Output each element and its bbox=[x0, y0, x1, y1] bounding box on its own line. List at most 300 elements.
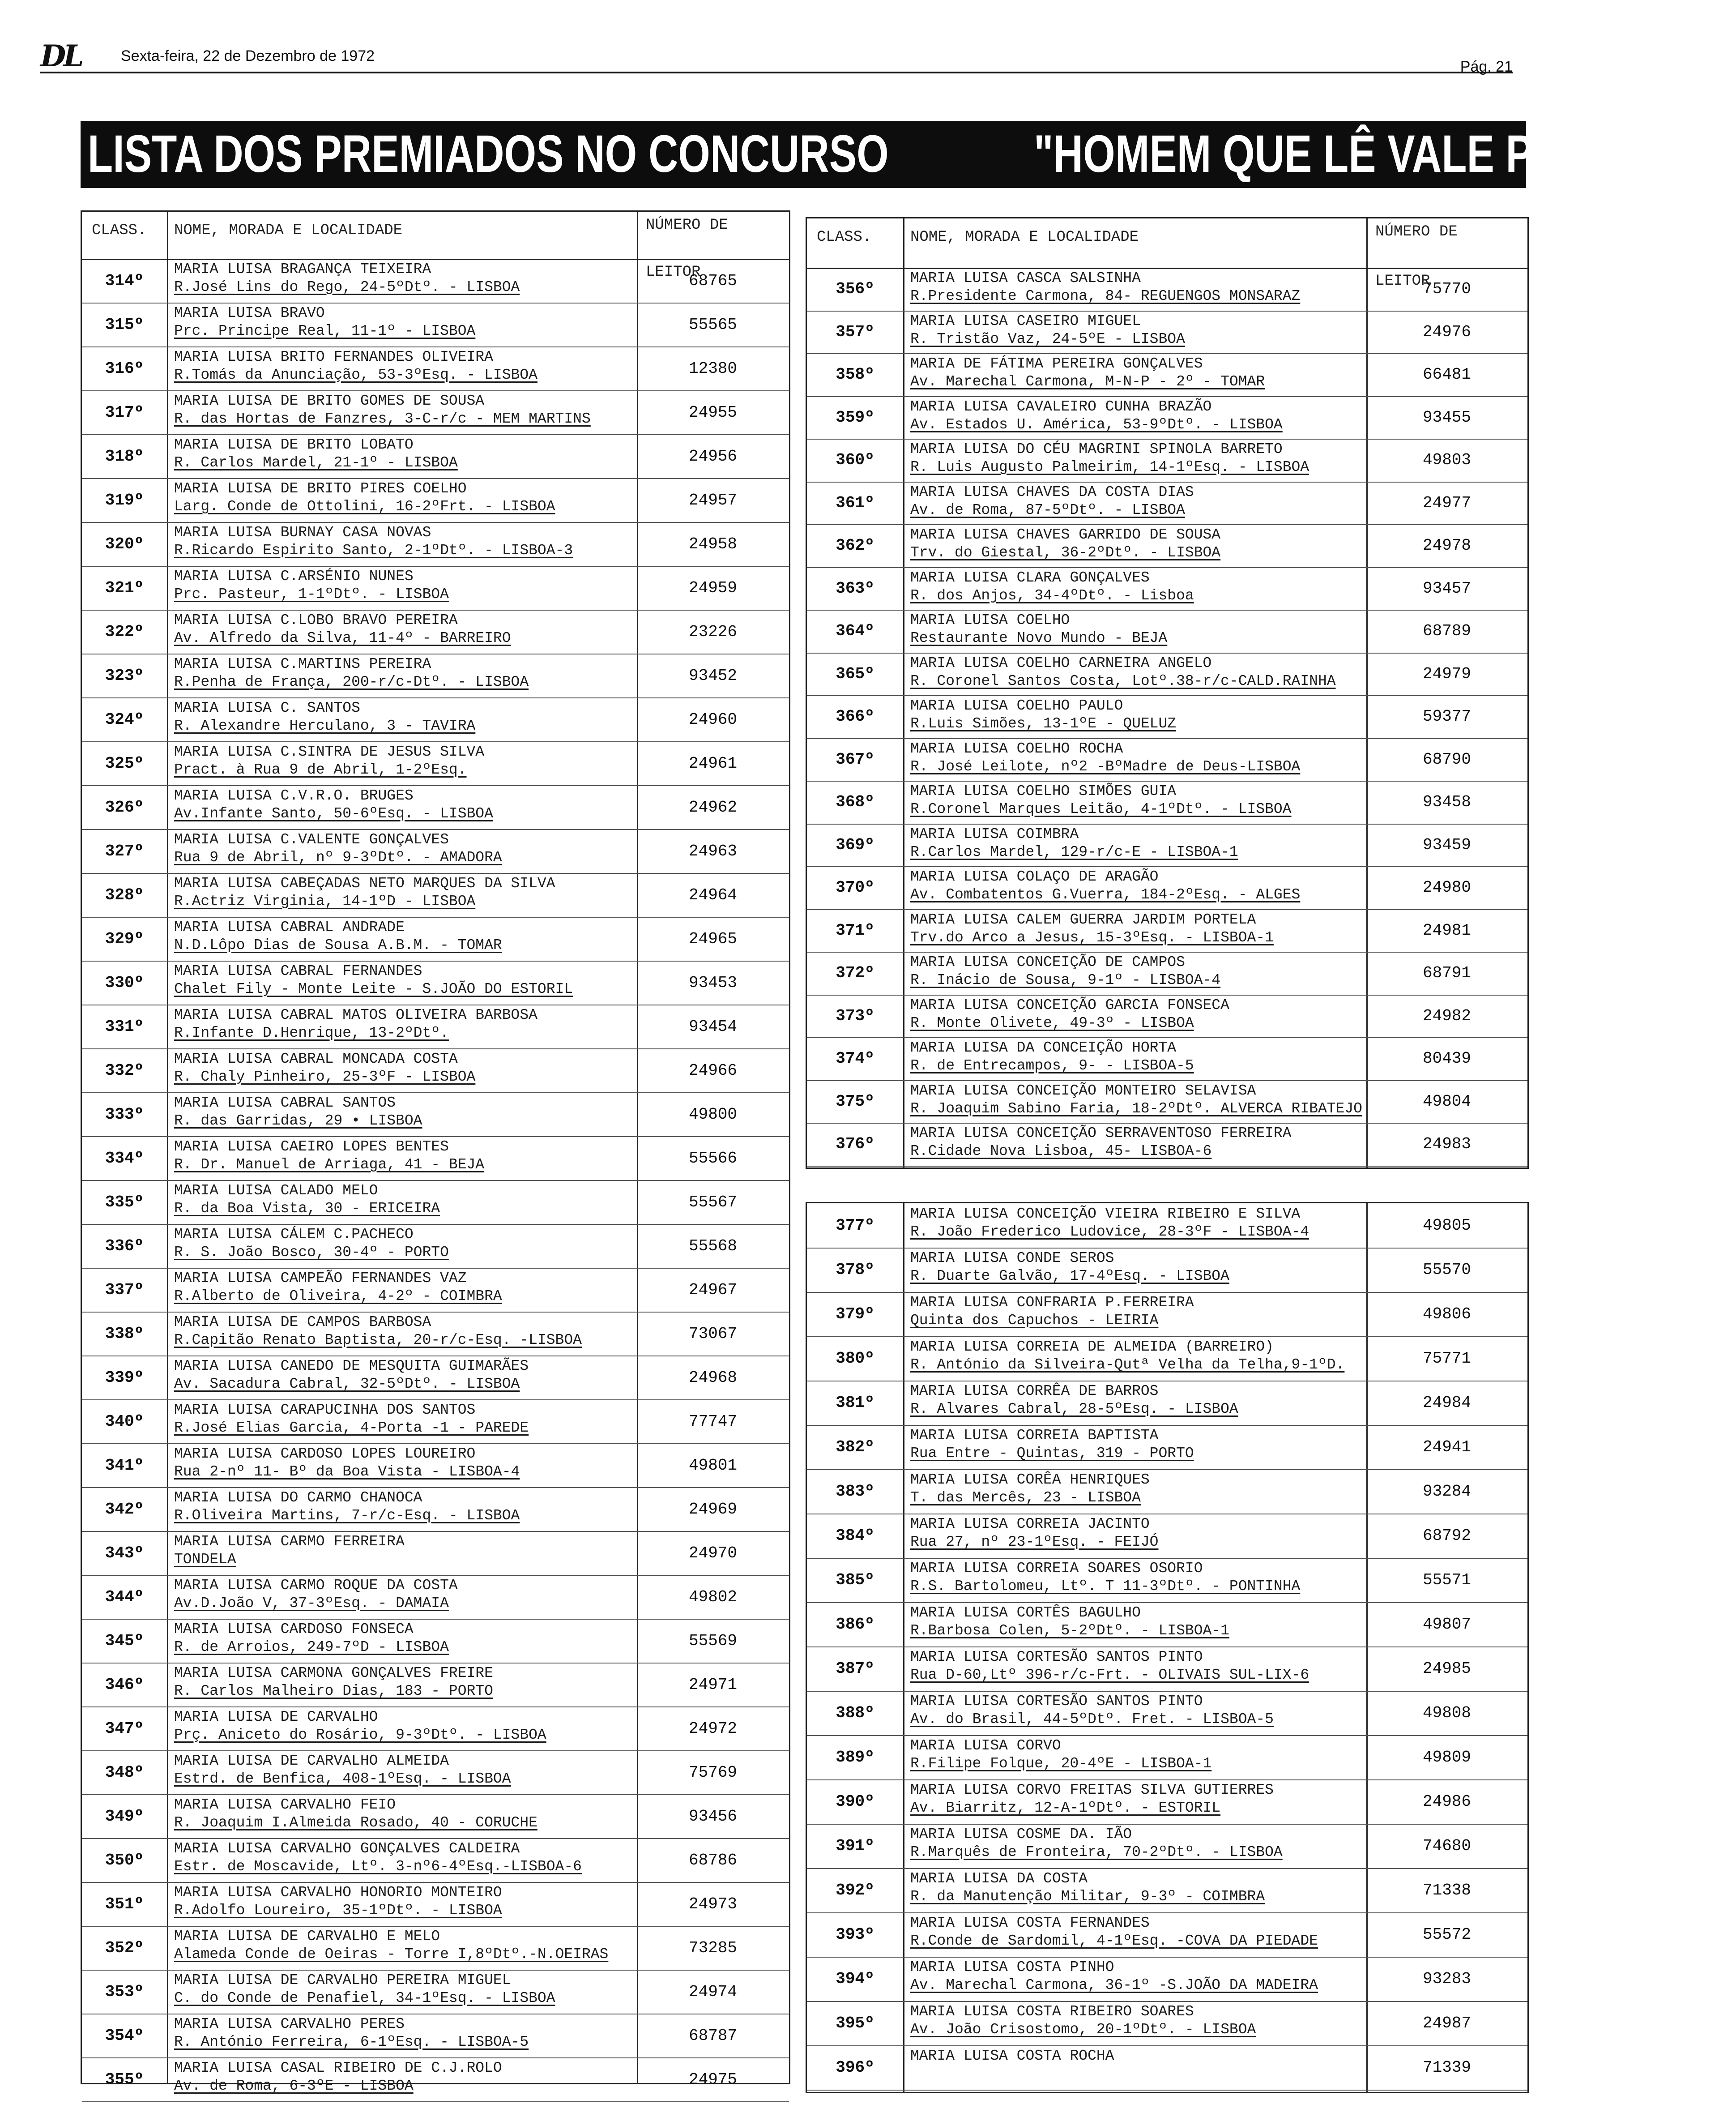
winner-name-address bbox=[910, 1870, 1364, 1906]
winner-name: MARIA LUISA DE BRITO GOMES DE SOUSA bbox=[174, 393, 485, 409]
winner-address: R.José Elias Garcia, 4-Porta -1 - PAREDE bbox=[174, 1420, 529, 1436]
winner-name: MARIA LUISA CALEM GUERRA JARDIM PORTELA bbox=[910, 911, 1256, 928]
winner-row bbox=[807, 1292, 1527, 1337]
winner-name-address bbox=[910, 1039, 1364, 1075]
winner-address: R.José Lins do Rego, 24-5ºDtº. - LISBOA bbox=[174, 279, 520, 295]
class-rank: 335º bbox=[105, 1193, 144, 1211]
winner-address: R. S. João Bosco, 30-4º - PORTO bbox=[174, 1244, 449, 1261]
reader-number: 73285 bbox=[688, 1938, 738, 1957]
winner-address: Alameda Conde de Oeiras - Torre I,8ºDtº.-N.OEIRAS bbox=[174, 1946, 609, 1963]
winner-name: MARIA LUISA CABRAL MATOS OLIVEIRA BARBOSA bbox=[174, 1007, 537, 1023]
class-rank: 381º bbox=[836, 1394, 874, 1412]
winner-row bbox=[82, 917, 789, 962]
reader-number: 71339 bbox=[1422, 2058, 1472, 2077]
class-rank: 353º bbox=[105, 1982, 144, 2001]
winner-row bbox=[807, 1469, 1527, 1514]
winner-row bbox=[807, 1248, 1527, 1293]
winner-row bbox=[82, 1926, 789, 1971]
winner-name: MARIA LUISA BRITO FERNANDES OLIVEIRA bbox=[174, 349, 493, 365]
winner-name: MARIA LUISA CORTESÃO SANTOS PINTO bbox=[910, 1649, 1203, 1665]
class-rank: 383º bbox=[836, 1482, 874, 1501]
winner-name-address bbox=[910, 1515, 1364, 1551]
winner-name-address bbox=[174, 1445, 634, 1481]
reader-number: 68792 bbox=[1422, 1527, 1472, 1545]
class-rank: 371º bbox=[836, 921, 874, 940]
winner-name-address bbox=[910, 1471, 1364, 1507]
class-rank: 363º bbox=[836, 579, 874, 598]
winner-address: R. Carlos Malheiro Dias, 183 - PORTO bbox=[174, 1683, 493, 1699]
class-rank: 389º bbox=[836, 1748, 874, 1766]
winner-row bbox=[82, 1399, 789, 1444]
winner-address: C. do Conde de Penafiel, 34-1ºEsq. - LISBOA bbox=[174, 1990, 555, 2006]
winner-row bbox=[807, 952, 1527, 996]
class-rank: 327º bbox=[105, 842, 144, 860]
reader-number: 24958 bbox=[688, 535, 738, 553]
reader-number: 55565 bbox=[688, 315, 738, 334]
winner-name: MARIA LUISA DE CAMPOS BARBOSA bbox=[174, 1314, 431, 1330]
winner-name: MARIA LUISA CABEÇADAS NETO MARQUES DA SILVA bbox=[174, 875, 555, 892]
winner-name-address bbox=[910, 954, 1364, 989]
class-rank: 332º bbox=[105, 1061, 144, 1080]
reader-number: 55566 bbox=[688, 1149, 738, 1167]
winner-address: R.Carlos Mardel, 129-r/c-E - LISBOA-1 bbox=[910, 843, 1238, 860]
winner-address: N.D.Lôpo Dias de Sousa A.B.M. - TOMAR bbox=[174, 937, 502, 954]
winner-row bbox=[807, 482, 1527, 526]
winner-name-address bbox=[910, 2003, 1364, 2039]
reader-number: 93455 bbox=[1422, 408, 1472, 427]
winner-name: MARIA LUISA CORÊA HENRIQUES bbox=[910, 1471, 1150, 1488]
reader-number: 80439 bbox=[1422, 1049, 1472, 1068]
winner-name-address bbox=[174, 875, 634, 911]
winner-name: MARIA LUISA COIMBRA bbox=[910, 825, 1079, 842]
winner-row bbox=[82, 1750, 789, 1795]
winner-address: Restaurante Novo Mundo - BEJA bbox=[910, 630, 1168, 646]
winner-name-address bbox=[174, 1664, 634, 1700]
winner-row bbox=[82, 1312, 789, 1356]
winner-address: Av. de Roma, 6-3ºE - LISBOA bbox=[174, 2078, 414, 2094]
winner-name: MARIA LUISA COELHO CARNEIRA ANGELO bbox=[910, 654, 1212, 671]
class-rank: 320º bbox=[105, 535, 144, 553]
reader-number: 68789 bbox=[1422, 622, 1472, 641]
winner-row bbox=[807, 1558, 1527, 1603]
winner-name: MARIA LUISA COELHO ROCHA bbox=[910, 740, 1123, 757]
winner-name-address bbox=[174, 1752, 634, 1788]
winner-name: MARIA LUISA DA COSTA bbox=[910, 1870, 1088, 1887]
winner-name-address bbox=[174, 1533, 634, 1569]
winner-name: MARIA LUISA DA CONCEIÇÃO HORTA bbox=[910, 1039, 1177, 1056]
winner-row bbox=[807, 1824, 1527, 1869]
reader-number: 75770 bbox=[1422, 280, 1472, 299]
winner-name-address bbox=[910, 1781, 1364, 1817]
header-name: NOME, MORADA E LOCALIDADE bbox=[910, 229, 1139, 246]
winners-table-2 bbox=[806, 217, 1529, 1169]
winner-name-address bbox=[910, 569, 1364, 605]
winner-name-address bbox=[174, 1226, 634, 1262]
class-rank: 347º bbox=[105, 1719, 144, 1738]
reader-number: 93283 bbox=[1422, 1970, 1472, 1988]
winner-name-address bbox=[174, 1489, 634, 1525]
winner-name-address bbox=[174, 1138, 634, 1174]
winner-name: MARIA LUISA CANEDO DE MESQUITA GUIMARÃES bbox=[174, 1358, 529, 1374]
winner-name-address bbox=[910, 355, 1364, 391]
winner-row bbox=[807, 995, 1527, 1039]
class-rank: 391º bbox=[836, 1837, 874, 1855]
winner-name-address bbox=[174, 831, 634, 867]
reader-number: 74680 bbox=[1422, 1837, 1472, 1855]
winner-name: MARIA LUISA CONCEIÇÃO SERRAVENTOSO FERREIRA bbox=[910, 1125, 1292, 1142]
class-rank: 396º bbox=[836, 2058, 874, 2077]
class-rank: 361º bbox=[836, 493, 874, 512]
winner-row bbox=[807, 866, 1527, 910]
class-rank: 352º bbox=[105, 1938, 144, 1957]
winner-address: Trv.do Arco a Jesus, 15-3ºEsq. - LISBOA-1 bbox=[910, 929, 1274, 946]
winner-name: MARIA LUISA BRAGANÇA TEIXEIRA bbox=[174, 261, 431, 278]
winner-name-address bbox=[174, 787, 634, 823]
winner-row bbox=[807, 738, 1527, 782]
winner-name-address bbox=[910, 1125, 1364, 1160]
class-rank: 384º bbox=[836, 1527, 874, 1545]
winner-name: MARIA LUISA CORREIA BAPTISTA bbox=[910, 1427, 1159, 1444]
class-rank: 379º bbox=[836, 1305, 874, 1323]
winner-name-address bbox=[910, 996, 1364, 1032]
winner-name: MARIA LUISA CORREIA SOARES OSORIO bbox=[910, 1560, 1203, 1577]
winner-address: R.Tomás da Anunciação, 53-3ºEsq. - LISBOA bbox=[174, 367, 537, 383]
class-rank: 360º bbox=[836, 451, 874, 470]
reader-number: 24979 bbox=[1422, 664, 1472, 683]
winner-name: MARIA LUISA CARDOSO FONSECA bbox=[174, 1621, 414, 1638]
winner-address: Rua 2-nº 11- Bº da Boa Vista - LISBOA-4 bbox=[174, 1463, 520, 1480]
winner-address: Estr. de Moscavide, Ltº. 3-nº6-4ºEsq.-LISBOA-6 bbox=[174, 1858, 582, 1875]
winner-name: MARIA LUISA CÁLEM C.PACHECO bbox=[174, 1226, 414, 1243]
winner-name: MARIA LUISA CORRÊA DE BARROS bbox=[910, 1383, 1159, 1399]
winner-address: Pract. à Rua 9 de Abril, 1-2ºEsq. bbox=[174, 761, 467, 778]
winner-name: MARIA LUISA COSME DA. IÃO bbox=[910, 1826, 1132, 1843]
class-rank: 337º bbox=[105, 1280, 144, 1299]
winner-address: R.Coronel Marques Leitão, 4-1ºDtº. - LISBOA bbox=[910, 801, 1292, 817]
reader-number: 93458 bbox=[1422, 793, 1472, 812]
winner-name-address bbox=[174, 1796, 634, 1832]
winner-address: R. José Leilote, nº2 -BºMadre de Deus-LISBOA bbox=[910, 758, 1301, 775]
winner-name-address bbox=[174, 1840, 634, 1876]
winner-name-address bbox=[910, 1205, 1364, 1241]
winner-address: R. da Boa Vista, 30 - ERICEIRA bbox=[174, 1200, 440, 1217]
winner-name-address bbox=[910, 868, 1364, 904]
winner-row bbox=[807, 824, 1527, 868]
class-rank: 329º bbox=[105, 929, 144, 948]
winner-row bbox=[807, 653, 1527, 697]
winner-address: R. das Garridas, 29 • LISBOA bbox=[174, 1112, 422, 1129]
winner-address: R. António da Silveira-Qutª Velha da Telha,9-1ºD. bbox=[910, 1356, 1345, 1373]
winner-address: Av. Biarritz, 12-A-1ºDtº. - ESTORIL bbox=[910, 1800, 1221, 1816]
reader-number: 55569 bbox=[688, 1631, 738, 1650]
winner-address: Av.Infante Santo, 50-6ºEsq. - LISBOA bbox=[174, 805, 493, 822]
reader-number: 24980 bbox=[1422, 878, 1472, 897]
reader-number: 49803 bbox=[1422, 451, 1472, 470]
winner-name: MARIA LUISA COELHO PAULO bbox=[910, 697, 1123, 714]
winner-name-address bbox=[910, 612, 1364, 647]
winner-name-address bbox=[174, 568, 634, 603]
winner-name-address bbox=[174, 1357, 634, 1393]
winner-address: R.Barbosa Colen, 5-2ºDtº. - LISBOA-1 bbox=[910, 1622, 1229, 1639]
winner-address: R. Carlos Mardel, 21-1º - LISBOA bbox=[174, 454, 458, 471]
winner-name-address bbox=[910, 440, 1364, 476]
winner-row bbox=[807, 1957, 1527, 2002]
winner-address: R. de Entrecampos, 9- - LISBOA-5 bbox=[910, 1057, 1194, 1074]
winner-row bbox=[807, 567, 1527, 611]
winner-name: MARIA LUISA DE CARVALHO bbox=[174, 1709, 378, 1725]
winner-name: MARIA LUISA C.LOBO BRAVO PEREIRA bbox=[174, 612, 458, 629]
winner-name: MARIA LUISA CARVALHO FEIO bbox=[174, 1796, 396, 1813]
winner-address: TONDELA bbox=[174, 1551, 236, 1568]
winner-address: Av. Marechal Carmona, 36-1º -S.JOÃO DA MADEIRA bbox=[910, 1977, 1318, 1993]
winner-row bbox=[807, 2001, 1527, 2046]
reader-number: 24962 bbox=[688, 798, 738, 817]
reader-number: 49808 bbox=[1422, 1704, 1472, 1722]
winner-row bbox=[807, 396, 1527, 440]
winner-row bbox=[807, 1779, 1527, 1825]
header-name: NOME, MORADA E LOCALIDADE bbox=[174, 222, 403, 239]
winner-name: MARIA LUISA CORVO bbox=[910, 1737, 1061, 1754]
class-rank: 339º bbox=[105, 1368, 144, 1387]
winner-name: MARIA LUISA C.MARTINS PEREIRA bbox=[174, 656, 431, 672]
winner-name: MARIA LUISA COSTA ROCHA bbox=[910, 2048, 1114, 2064]
class-rank: 341º bbox=[105, 1456, 144, 1475]
reader-number: 49805 bbox=[1422, 1216, 1472, 1235]
winner-row bbox=[82, 1092, 789, 1137]
class-rank: 390º bbox=[836, 1792, 874, 1811]
winner-name: MARIA LUISA CORTESÃO SANTOS PINTO bbox=[910, 1693, 1203, 1710]
winner-address: Rua 27, nº 23-1ºEsq. - FEIJÓ bbox=[910, 1534, 1159, 1550]
winner-name: MARIA LUISA C.V.R.O. BRUGES bbox=[174, 787, 414, 804]
winner-row bbox=[807, 1080, 1527, 1124]
reader-number: 24957 bbox=[688, 491, 738, 509]
winner-row bbox=[82, 2014, 789, 2058]
winner-name: MARIA LUISA CARMO ROQUE DA COSTA bbox=[174, 1577, 458, 1594]
winner-name: MARIA LUISA CHAVES GARRIDO DE SOUSA bbox=[910, 526, 1221, 543]
masthead bbox=[40, 38, 1513, 75]
winner-address: R.Alberto de Oliveira, 4-2º - COIMBRA bbox=[174, 1288, 502, 1304]
winner-name: MARIA LUISA CABRAL MONCADA COSTA bbox=[174, 1051, 458, 1067]
winner-address: R. Joaquim I.Almeida Rosado, 40 - CORUCHE bbox=[174, 1814, 537, 1831]
winners-table-3 bbox=[806, 1202, 1529, 2093]
reader-number: 24967 bbox=[688, 1280, 738, 1299]
class-rank: 338º bbox=[105, 1324, 144, 1343]
winner-name-address bbox=[174, 348, 634, 384]
winner-address: R. João Frederico Ludovice, 28-3ºF - LISBOA-4 bbox=[910, 1223, 1309, 1240]
winner-name: MARIA LUISA CARMO FERREIRA bbox=[174, 1533, 405, 1550]
winner-name: MARIA LUISA CORVO FREITAS SILVA GUTIERRES bbox=[910, 1782, 1274, 1798]
winner-address: Av. Marechal Carmona, M-N-P - 2º - TOMAR bbox=[910, 373, 1265, 390]
reader-number: 71338 bbox=[1422, 1881, 1472, 1899]
winner-address: Chalet Fily - Monte Leite - S.JOÃO DO ESTORIL bbox=[174, 981, 573, 997]
winner-name: MARIA LUISA DE CARVALHO E MELO bbox=[174, 1928, 440, 1945]
reader-number: 24959 bbox=[688, 578, 738, 597]
reader-number: 24978 bbox=[1422, 536, 1472, 555]
winner-name-address bbox=[174, 1313, 634, 1349]
winner-row bbox=[82, 434, 789, 479]
winner-name-address bbox=[910, 269, 1364, 305]
winner-name-address bbox=[910, 1249, 1364, 1285]
page-number: Pág. 21 bbox=[1460, 58, 1513, 75]
class-rank: 366º bbox=[836, 707, 874, 726]
winner-name-address bbox=[174, 2015, 634, 2051]
winner-name: MARIA LUISA CLARA GONÇALVES bbox=[910, 569, 1150, 586]
reader-number: 49801 bbox=[688, 1456, 738, 1475]
winner-name-address bbox=[174, 392, 634, 428]
reader-number: 24976 bbox=[1422, 322, 1472, 341]
winner-name: MARIA LUISA CONDE SEROS bbox=[910, 1250, 1114, 1266]
reader-number: 24969 bbox=[688, 1500, 738, 1518]
winner-row bbox=[82, 654, 789, 698]
winner-name-address bbox=[174, 1401, 634, 1437]
reader-number: 93284 bbox=[1422, 1482, 1472, 1501]
reader-number: 24941 bbox=[1422, 1438, 1472, 1456]
reader-number: 59377 bbox=[1422, 707, 1472, 726]
winner-address: R.Cidade Nova Lisboa, 45- LISBOA-6 bbox=[910, 1143, 1212, 1159]
winner-address: R. Chaly Pinheiro, 25-3ºF - LISBOA bbox=[174, 1069, 476, 1085]
winner-address: R.Actriz Virginia, 14-1ºD - LISBOA bbox=[174, 893, 476, 910]
winner-row bbox=[82, 1794, 789, 1839]
winner-name: MARIA LUISA COELHO SIMÕES GUIA bbox=[910, 783, 1177, 800]
winner-name-address bbox=[910, 1382, 1364, 1418]
reader-number: 24968 bbox=[688, 1368, 738, 1387]
class-rank: 376º bbox=[836, 1135, 874, 1154]
class-rank: 378º bbox=[836, 1261, 874, 1279]
winner-name: MARIA LUISA C.SINTRA DE JESUS SILVA bbox=[174, 744, 485, 760]
winner-row bbox=[807, 439, 1527, 483]
winner-row bbox=[82, 1443, 789, 1488]
winner-row bbox=[82, 829, 789, 874]
winner-row bbox=[82, 303, 789, 347]
winner-name-address bbox=[174, 919, 634, 954]
winner-address: R.Presidente Carmona, 84- REGUENGOS MONSARAZ bbox=[910, 288, 1301, 304]
winner-address bbox=[910, 2065, 1364, 2083]
class-rank: 375º bbox=[836, 1092, 874, 1111]
winner-name-address bbox=[910, 312, 1364, 348]
winner-name-address bbox=[910, 1914, 1364, 1950]
winner-name: MARIA LUISA CASEIRO MIGUEL bbox=[910, 312, 1141, 329]
class-rank: 322º bbox=[105, 622, 144, 641]
class-rank: 321º bbox=[105, 578, 144, 597]
class-rank: 365º bbox=[836, 664, 874, 683]
winner-name-address bbox=[910, 398, 1364, 434]
winner-name-address bbox=[910, 825, 1364, 861]
class-rank: 336º bbox=[105, 1236, 144, 1255]
winner-row bbox=[807, 1037, 1527, 1081]
reader-number: 24973 bbox=[688, 1894, 738, 1913]
winner-address: Av. Estados U. América, 53-9ºDtº. - LISBOA bbox=[910, 416, 1283, 433]
winner-address: Av. do Brasil, 44-5ºDtº. Fret. - LISBOA-5 bbox=[910, 1711, 1274, 1728]
class-rank: 328º bbox=[105, 885, 144, 904]
winner-row bbox=[82, 1048, 789, 1093]
winner-row bbox=[807, 1425, 1527, 1470]
winner-name: MARIA LUISA CONCEIÇÃO VIEIRA RIBEIRO E SILVA bbox=[910, 1206, 1301, 1222]
winner-address: R. Duarte Galvão, 17-4ºEsq. - LISBOA bbox=[910, 1268, 1229, 1284]
class-rank: 355º bbox=[105, 2070, 144, 2089]
winner-row bbox=[82, 1882, 789, 1927]
class-rank: 392º bbox=[836, 1881, 874, 1899]
winner-row bbox=[82, 1575, 789, 1620]
winner-name-address bbox=[910, 1427, 1364, 1463]
winner-row bbox=[82, 390, 789, 435]
reader-number: 24964 bbox=[688, 885, 738, 904]
winner-name: MARIA LUISA COSTA FERNANDES bbox=[910, 1915, 1150, 1931]
winner-row bbox=[82, 1838, 789, 1883]
winner-row bbox=[82, 1970, 789, 2014]
headline-right: "HOMEM QUE LÊ VALE POR TRÊS" bbox=[1034, 124, 1736, 184]
headline-banner bbox=[81, 121, 1736, 188]
winner-address: R. Alexandre Herculano, 3 - TAVIRA bbox=[174, 718, 476, 734]
winner-address: Prç. Aniceto do Rosário, 9-3ºDtº. - LISBOA bbox=[174, 1727, 546, 1743]
class-rank: 348º bbox=[105, 1763, 144, 1782]
winner-name: MARIA LUISA BURNAY CASA NOVAS bbox=[174, 524, 431, 541]
reader-number: 93454 bbox=[688, 1017, 738, 1036]
class-rank: 344º bbox=[105, 1587, 144, 1606]
winner-address: R. Dr. Manuel de Arriaga, 41 - BEJA bbox=[174, 1156, 485, 1173]
winner-address: R. Coronel Santos Costa, Lotº.38-r/c-CALD.RAINHA bbox=[910, 672, 1336, 689]
reader-number: 24956 bbox=[688, 447, 738, 466]
winner-name: MARIA LUISA CARAPUCINHA DOS SANTOS bbox=[174, 1402, 476, 1418]
winner-name-address bbox=[910, 483, 1364, 519]
class-rank: 333º bbox=[105, 1105, 144, 1124]
winner-name-address bbox=[174, 1928, 634, 1963]
winner-name-address bbox=[910, 2047, 1364, 2083]
winner-name: MARIA LUISA DE BRITO LOBATO bbox=[174, 436, 414, 453]
winner-row bbox=[82, 478, 789, 523]
winner-row bbox=[807, 909, 1527, 953]
winner-name: MARIA LUISA COLAÇO DE ARAGÃO bbox=[910, 868, 1159, 885]
winner-name-address bbox=[910, 783, 1364, 818]
winner-row bbox=[82, 1180, 789, 1225]
winner-name-address bbox=[174, 655, 634, 691]
reader-number: 24971 bbox=[688, 1675, 738, 1694]
winner-address: R.Filipe Folque, 20-4ºE - LISBOA-1 bbox=[910, 1755, 1212, 1772]
reader-number: 49809 bbox=[1422, 1748, 1472, 1766]
winner-row bbox=[807, 353, 1527, 397]
winner-address: R.Luis Simões, 13-1ºE - QUELUZ bbox=[910, 715, 1177, 732]
class-rank: 377º bbox=[836, 1216, 874, 1235]
class-rank: 369º bbox=[836, 835, 874, 854]
reader-number: 24983 bbox=[1422, 1135, 1472, 1154]
header-class: CLASS. bbox=[817, 229, 872, 246]
reader-number: 55571 bbox=[1422, 1571, 1472, 1589]
class-rank: 362º bbox=[836, 536, 874, 555]
winner-name-address bbox=[174, 1971, 634, 2007]
reader-number: 49806 bbox=[1422, 1305, 1472, 1323]
winner-name-address bbox=[174, 1577, 634, 1612]
winner-name: MARIA LUISA DO CARMO CHANOCA bbox=[174, 1489, 422, 1506]
winner-row bbox=[807, 1381, 1527, 1426]
winner-address: Rua D-60,Ltº 396-r/c-Frt. - OLIVAIS SUL-LIX-6 bbox=[910, 1667, 1309, 1683]
winner-address: R. António Ferreira, 6-1ºEsq. - LISBOA-5 bbox=[174, 2034, 529, 2050]
reader-number: 24966 bbox=[688, 1061, 738, 1080]
reader-number: 49800 bbox=[688, 1105, 738, 1124]
winner-address: Prc. Pasteur, 1-1ºDtº. - LISBOA bbox=[174, 586, 449, 603]
winner-row bbox=[82, 566, 789, 611]
winner-address: R. dos Anjos, 34-4ºDtº. - Lisboa bbox=[910, 587, 1194, 604]
winner-row bbox=[807, 1203, 1527, 1249]
class-rank: 316º bbox=[105, 359, 144, 378]
winner-row bbox=[82, 522, 789, 567]
winner-name: MARIA LUISA CONFRARIA P.FERREIRA bbox=[910, 1294, 1194, 1311]
reader-number: 24987 bbox=[1422, 2014, 1472, 2032]
winner-row bbox=[82, 785, 789, 830]
reader-number: 24982 bbox=[1422, 1006, 1472, 1025]
winner-name-address bbox=[174, 1182, 634, 1218]
winner-name: MARIA LUISA CAMPEÃO FERNANDES VAZ bbox=[174, 1270, 467, 1287]
winner-name: MARIA LUISA C.VALENTE GONÇALVES bbox=[174, 831, 449, 848]
winner-row bbox=[82, 1619, 789, 1664]
